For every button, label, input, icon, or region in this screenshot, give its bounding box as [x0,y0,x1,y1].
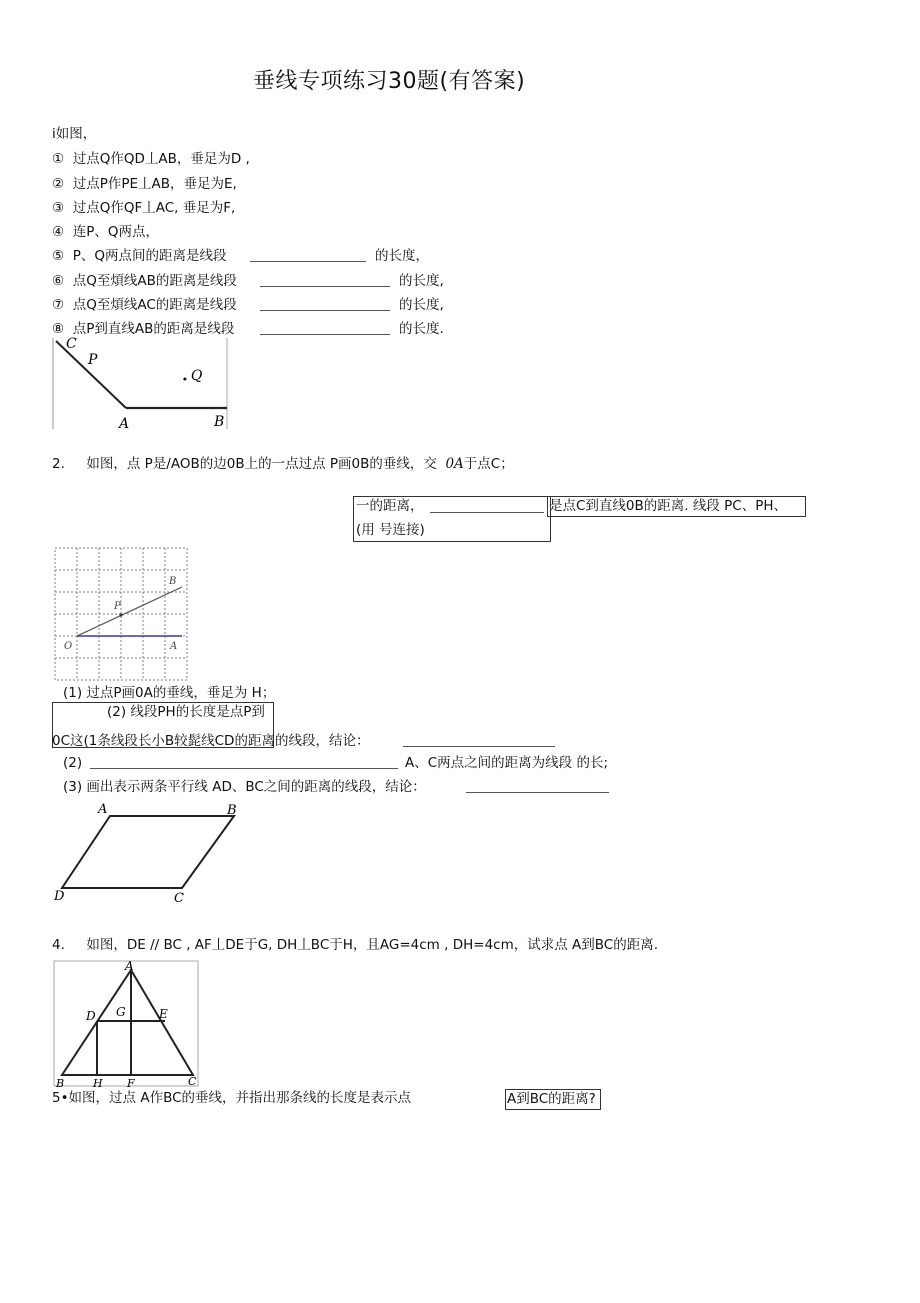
q1-item [52,150,250,168]
answer-blank[interactable] [260,286,390,287]
page-title: 垂线专项练习30题(有答案) [253,69,526,94]
q3-line1: 0C这(1条线段长小B较髭线CD的距离的线段，结论： [52,733,370,749]
q1-intro: i如图， [52,126,97,142]
q1-item-tail: 的长度, [399,273,444,289]
label-b: B [214,414,225,430]
q4-num: 4. [52,937,65,953]
q5-text: 5•如图，过点 A作BC的垂线，并指出那条线的长度是表示点 [52,1090,412,1106]
label-c: C [174,891,184,905]
answer-blank[interactable] [260,334,390,335]
q2-stem [52,455,514,473]
answer-blank[interactable] [250,261,366,262]
q1-item-tail: 的长度， [375,248,429,264]
q5-box-text: A到BC的距离? [507,1091,596,1107]
q1-item-text: P、Q两点间的距离是线段 [72,248,227,264]
q1-item-text: 过点Q作QF丄AC, 垂足为F, [72,200,236,216]
q3-line3: (3) 画出表示两条平行线 AD、BC之间的距离的线段，结论： [63,779,426,795]
label-c: C [188,1075,197,1088]
q1-item [52,175,237,193]
answer-blank[interactable] [90,768,398,769]
q1-item-num: ② [52,176,65,192]
q2-stem-a: 如图，点 P是/AOB的边0B上的一点过点 P画0B的垂线，交 [86,456,437,472]
q1-item [52,247,226,265]
q2-stem-b: 0A [445,456,464,472]
q4-figure [52,958,202,1090]
figure-border [54,961,198,1086]
q1-item-tail: 的长度. [399,321,444,337]
q1-item [52,272,237,290]
answer-blank[interactable] [403,746,555,747]
label-b: B [169,576,177,587]
parallelogram-abcd [62,816,234,888]
label-p: P [114,601,121,612]
q1-item-text: 点P到直线AB的距离是线段 [72,321,235,337]
label-q: . Q [182,368,203,384]
q1-figure [52,336,232,431]
q1-item-text: 点Q至煩线AB的距离是线段 [72,273,237,289]
q4-text: 如图，DE // BC , AF丄DE于G, DH丄BC于H，且AG=4cm , DH=4cm，试求点 A到BC的距离. [86,937,658,953]
q2-sub2: (2) 线段PH的长度是点P到 [107,704,265,720]
q1-item-text: 点Q至煩线AC的距离是线段 [72,297,237,313]
q1-item-num: ① [52,151,65,167]
label-g: G [116,1005,126,1019]
label-a: A [125,959,134,973]
label-d: D [54,889,65,904]
q1-item-num: ⑧ [52,321,65,337]
q3-line2-num: (2) [63,755,83,771]
label-p: P [88,352,98,368]
q1-item-text: 连P、Q两点， [72,224,159,240]
q1-item-tail: 的长度, [399,297,444,313]
label-a: A [170,641,178,652]
answer-blank[interactable] [466,792,609,793]
q1-item [52,296,237,314]
q2-num: 2. [52,456,65,472]
label-b: B [227,803,237,818]
q1-item [52,223,159,241]
label-o: O [64,641,73,652]
label-c: C [66,336,77,352]
q2-box-line2: (用 号连接) [356,522,425,538]
q1-item [52,199,235,217]
q2-sub1: (1) 过点P画0A的垂线，垂足为 H； [63,685,276,701]
q2-stem-c: 于点C； [463,456,514,472]
ray-ob [77,587,182,636]
q1-item-num: ⑥ [52,273,65,289]
label-a: A [119,416,130,431]
q1-item-text: 过点Q作QD丄AB，垂足为D , [72,151,250,167]
label-f: F [127,1077,135,1090]
q3-figure [52,800,247,905]
label-b: B [56,1077,65,1090]
q2-box-line1b: 是点C到直线0B的距离. 线段 PC、PH、 [549,498,788,514]
label-a: A [98,802,108,817]
q2-figure [52,545,192,683]
answer-blank[interactable] [260,310,390,311]
label-e: E [159,1007,168,1021]
q1-item-num: ⑤ [52,248,65,264]
q1-item-num: ⑦ [52,297,65,313]
answer-blank[interactable] [430,512,544,513]
q4-stem [52,936,658,954]
q2-box-line1a: 一的距离， [356,498,424,514]
q1-item-text: 过点P作PE丄AB，垂足为E, [72,176,237,192]
q1-item-num: ④ [52,224,65,240]
label-d: D [86,1009,96,1023]
point-p [119,613,122,616]
label-h: H [93,1077,103,1090]
q1-item-num: ③ [52,200,65,216]
triangle-abc [62,970,193,1075]
q3-line2-tail: A、C两点之间的距离为线段 的长; [405,755,609,771]
